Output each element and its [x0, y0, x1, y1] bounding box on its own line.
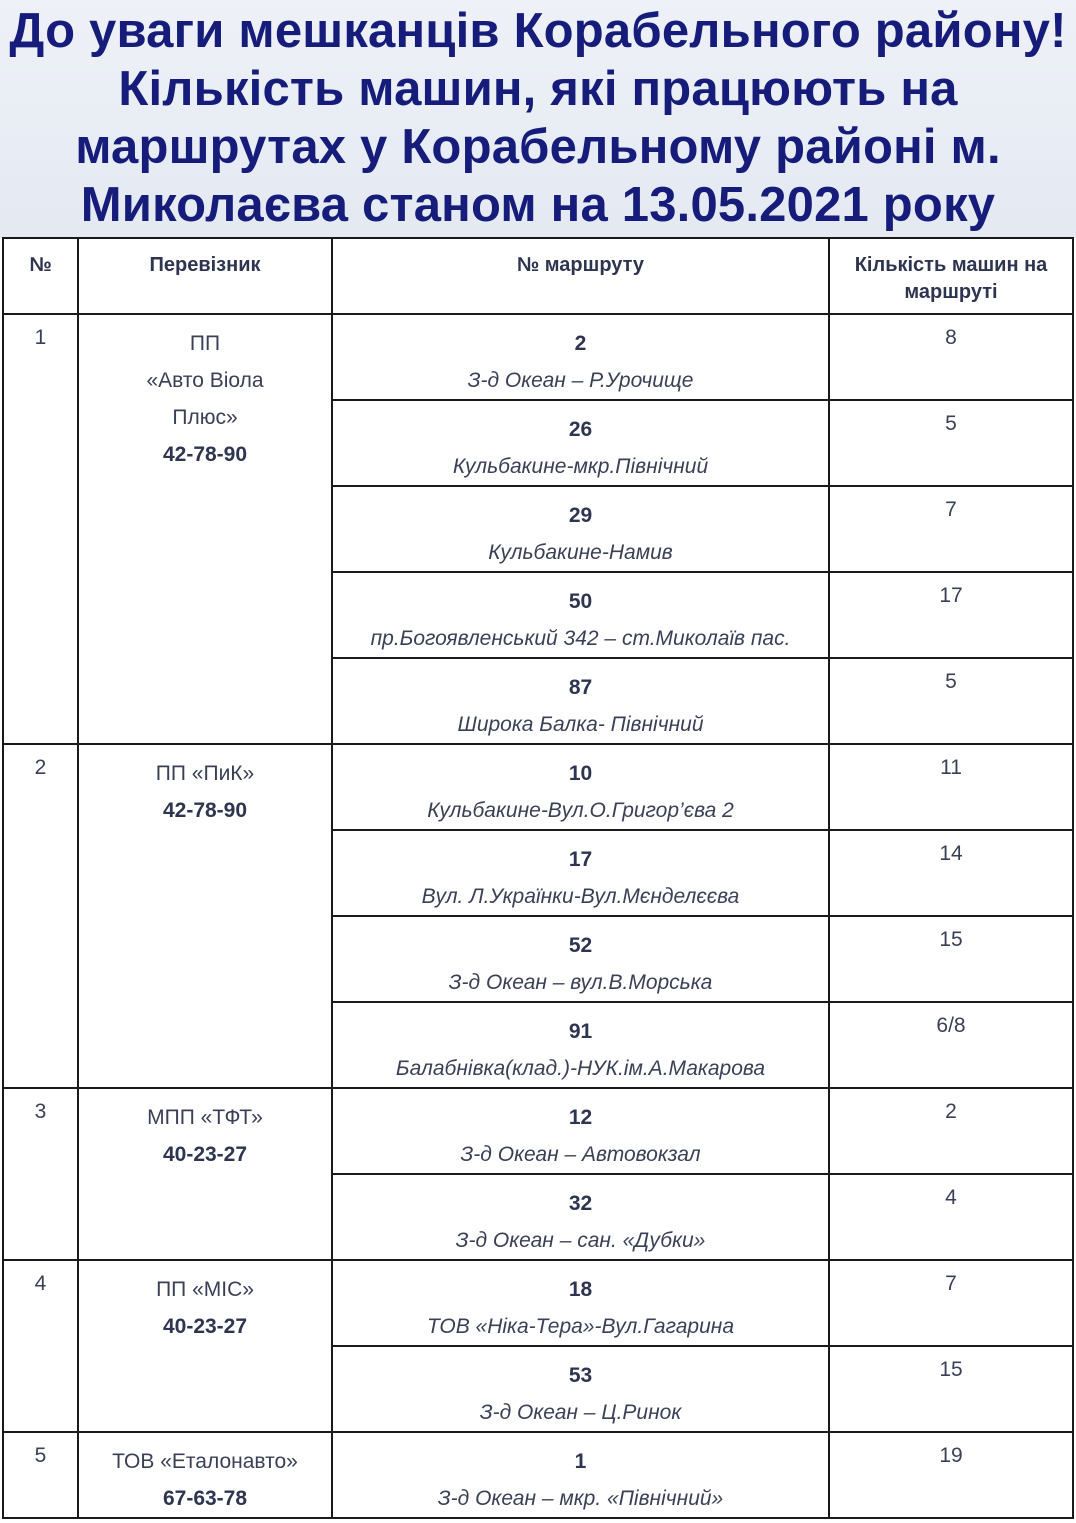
route-cell: [332, 658, 829, 744]
vehicle-count: 7: [829, 1260, 1073, 1346]
route-path: З-д Океан – мкр. «Північний»: [437, 1487, 724, 1510]
vehicle-count: 8: [829, 314, 1073, 400]
header-row: [3, 238, 1073, 314]
table-row: [3, 744, 1073, 830]
route-cell: [332, 486, 829, 572]
carrier-cell: [78, 314, 332, 744]
carrier-cell: [78, 1088, 332, 1260]
table-row: [3, 1432, 1073, 1518]
route-cell: [332, 1260, 829, 1346]
route-number: 91: [568, 1020, 593, 1043]
carrier-name-line: ТОВ «Еталонавто»: [112, 1450, 298, 1473]
carrier-number: 2: [3, 744, 78, 1088]
vehicle-count: 7: [829, 486, 1073, 572]
route-path: Балабнівка(клад.)-НУК.ім.А.Макарова: [395, 1057, 766, 1080]
carrier-phone: 42-78-90: [162, 799, 248, 822]
carrier-name-line: Плюс»: [172, 406, 238, 429]
table-row: [3, 314, 1073, 400]
route-path: З-д Океан – Ц.Ринок: [479, 1401, 682, 1424]
route-number: 29: [568, 504, 593, 527]
carrier-name-line: ПП «ПиК»: [155, 762, 255, 785]
carrier-name-line: «Авто Віола: [146, 369, 264, 392]
route-cell: [332, 744, 829, 830]
route-cell: [332, 1346, 829, 1432]
vehicle-count: 15: [829, 1346, 1073, 1432]
title-line-4: Миколаєва станом на 13.05.2021 року: [80, 178, 996, 232]
route-number: 32: [568, 1192, 593, 1215]
carrier-name-line: МПП «ТФТ»: [147, 1106, 263, 1129]
vehicle-count: 15: [829, 916, 1073, 1002]
route-path: Кульбакине-Намив: [488, 541, 673, 564]
route-cell: [332, 572, 829, 658]
route-path: Широка Балка- Північний: [457, 713, 704, 736]
vehicle-count: 11: [829, 744, 1073, 830]
carrier-number: 4: [3, 1260, 78, 1432]
carrier-phone: 40-23-27: [162, 1315, 248, 1338]
route-cell: [332, 830, 829, 916]
vehicle-count: 4: [829, 1174, 1073, 1260]
title-line-2: Кількість машин, які працюють на: [118, 62, 958, 116]
carrier-phone: 42-78-90: [162, 443, 248, 466]
route-number: 53: [568, 1364, 593, 1387]
route-cell: [332, 314, 829, 400]
route-number: 12: [568, 1106, 593, 1129]
carrier-phone: 67-63-78: [162, 1487, 248, 1510]
vehicle-count: 6/8: [829, 1002, 1073, 1088]
carrier-number: 5: [3, 1432, 78, 1518]
table-row: [3, 1088, 1073, 1174]
table-body: [3, 314, 1073, 1518]
route-number: 17: [568, 848, 593, 871]
route-path: З-д Океан – сан. «Дубки»: [455, 1229, 706, 1252]
routes-table: [2, 237, 1074, 1519]
title-line-1: До уваги мешканців Корабельного району!: [9, 4, 1067, 58]
route-number: 87: [568, 676, 593, 699]
route-path: Кульбакине-мкр.Північний: [452, 455, 709, 478]
route-cell: [332, 916, 829, 1002]
vehicle-count: 5: [829, 658, 1073, 744]
route-number: 1: [574, 1450, 587, 1473]
route-path: Кульбакине-Вул.О.Григор’єва 2: [427, 799, 734, 822]
carrier-cell: [78, 1260, 332, 1432]
title-line-3: маршрутах у Корабельному районі м.: [75, 120, 1001, 174]
header-route: № маршруту: [332, 238, 829, 314]
route-number: 10: [568, 762, 593, 785]
vehicle-count: 17: [829, 572, 1073, 658]
carrier-cell: [78, 1432, 332, 1518]
carrier-number: 1: [3, 314, 78, 744]
route-number: 18: [568, 1278, 593, 1301]
route-cell: [332, 400, 829, 486]
route-path: ТОВ «Ніка-Тера»-Вул.Гагарина: [427, 1315, 734, 1338]
route-cell: [332, 1432, 829, 1518]
vehicle-count: 5: [829, 400, 1073, 486]
vehicle-count: 14: [829, 830, 1073, 916]
route-number: 26: [568, 418, 593, 441]
carrier-name-line: ПП: [189, 332, 221, 355]
carrier-number: 3: [3, 1088, 78, 1260]
route-cell: [332, 1002, 829, 1088]
route-path: З-д Океан – Р.Урочище: [467, 369, 694, 392]
route-number: 52: [568, 934, 593, 957]
carrier-cell: [78, 744, 332, 1088]
carrier-phone: 40-23-27: [162, 1143, 248, 1166]
carrier-name-line: ПП «МІС»: [156, 1278, 254, 1301]
vehicle-count: 19: [829, 1432, 1073, 1518]
route-cell: [332, 1088, 829, 1174]
route-number: 50: [568, 590, 593, 613]
table-row: [3, 1260, 1073, 1346]
vehicle-count: 2: [829, 1088, 1073, 1174]
route-path: Вул. Л.Українки-Вул.Мєнделєєва: [421, 885, 740, 908]
header-carrier: Перевізник: [78, 238, 332, 314]
route-path: З-д Океан – Автовокзал: [460, 1143, 701, 1166]
route-path: пр.Богоявленський 342 – ст.Миколаїв пас.: [370, 627, 791, 650]
route-number: 2: [574, 332, 587, 355]
header-count: [829, 238, 1073, 314]
route-path: З-д Океан – вул.В.Морська: [448, 971, 713, 994]
header-num: №: [3, 238, 78, 314]
header-count-line-2: маршруті: [904, 281, 998, 303]
header-count-line-1: Кількість машин на: [854, 254, 1048, 276]
title-box: [0, 0, 1076, 238]
route-cell: [332, 1174, 829, 1260]
page-title: [0, 0, 1076, 234]
